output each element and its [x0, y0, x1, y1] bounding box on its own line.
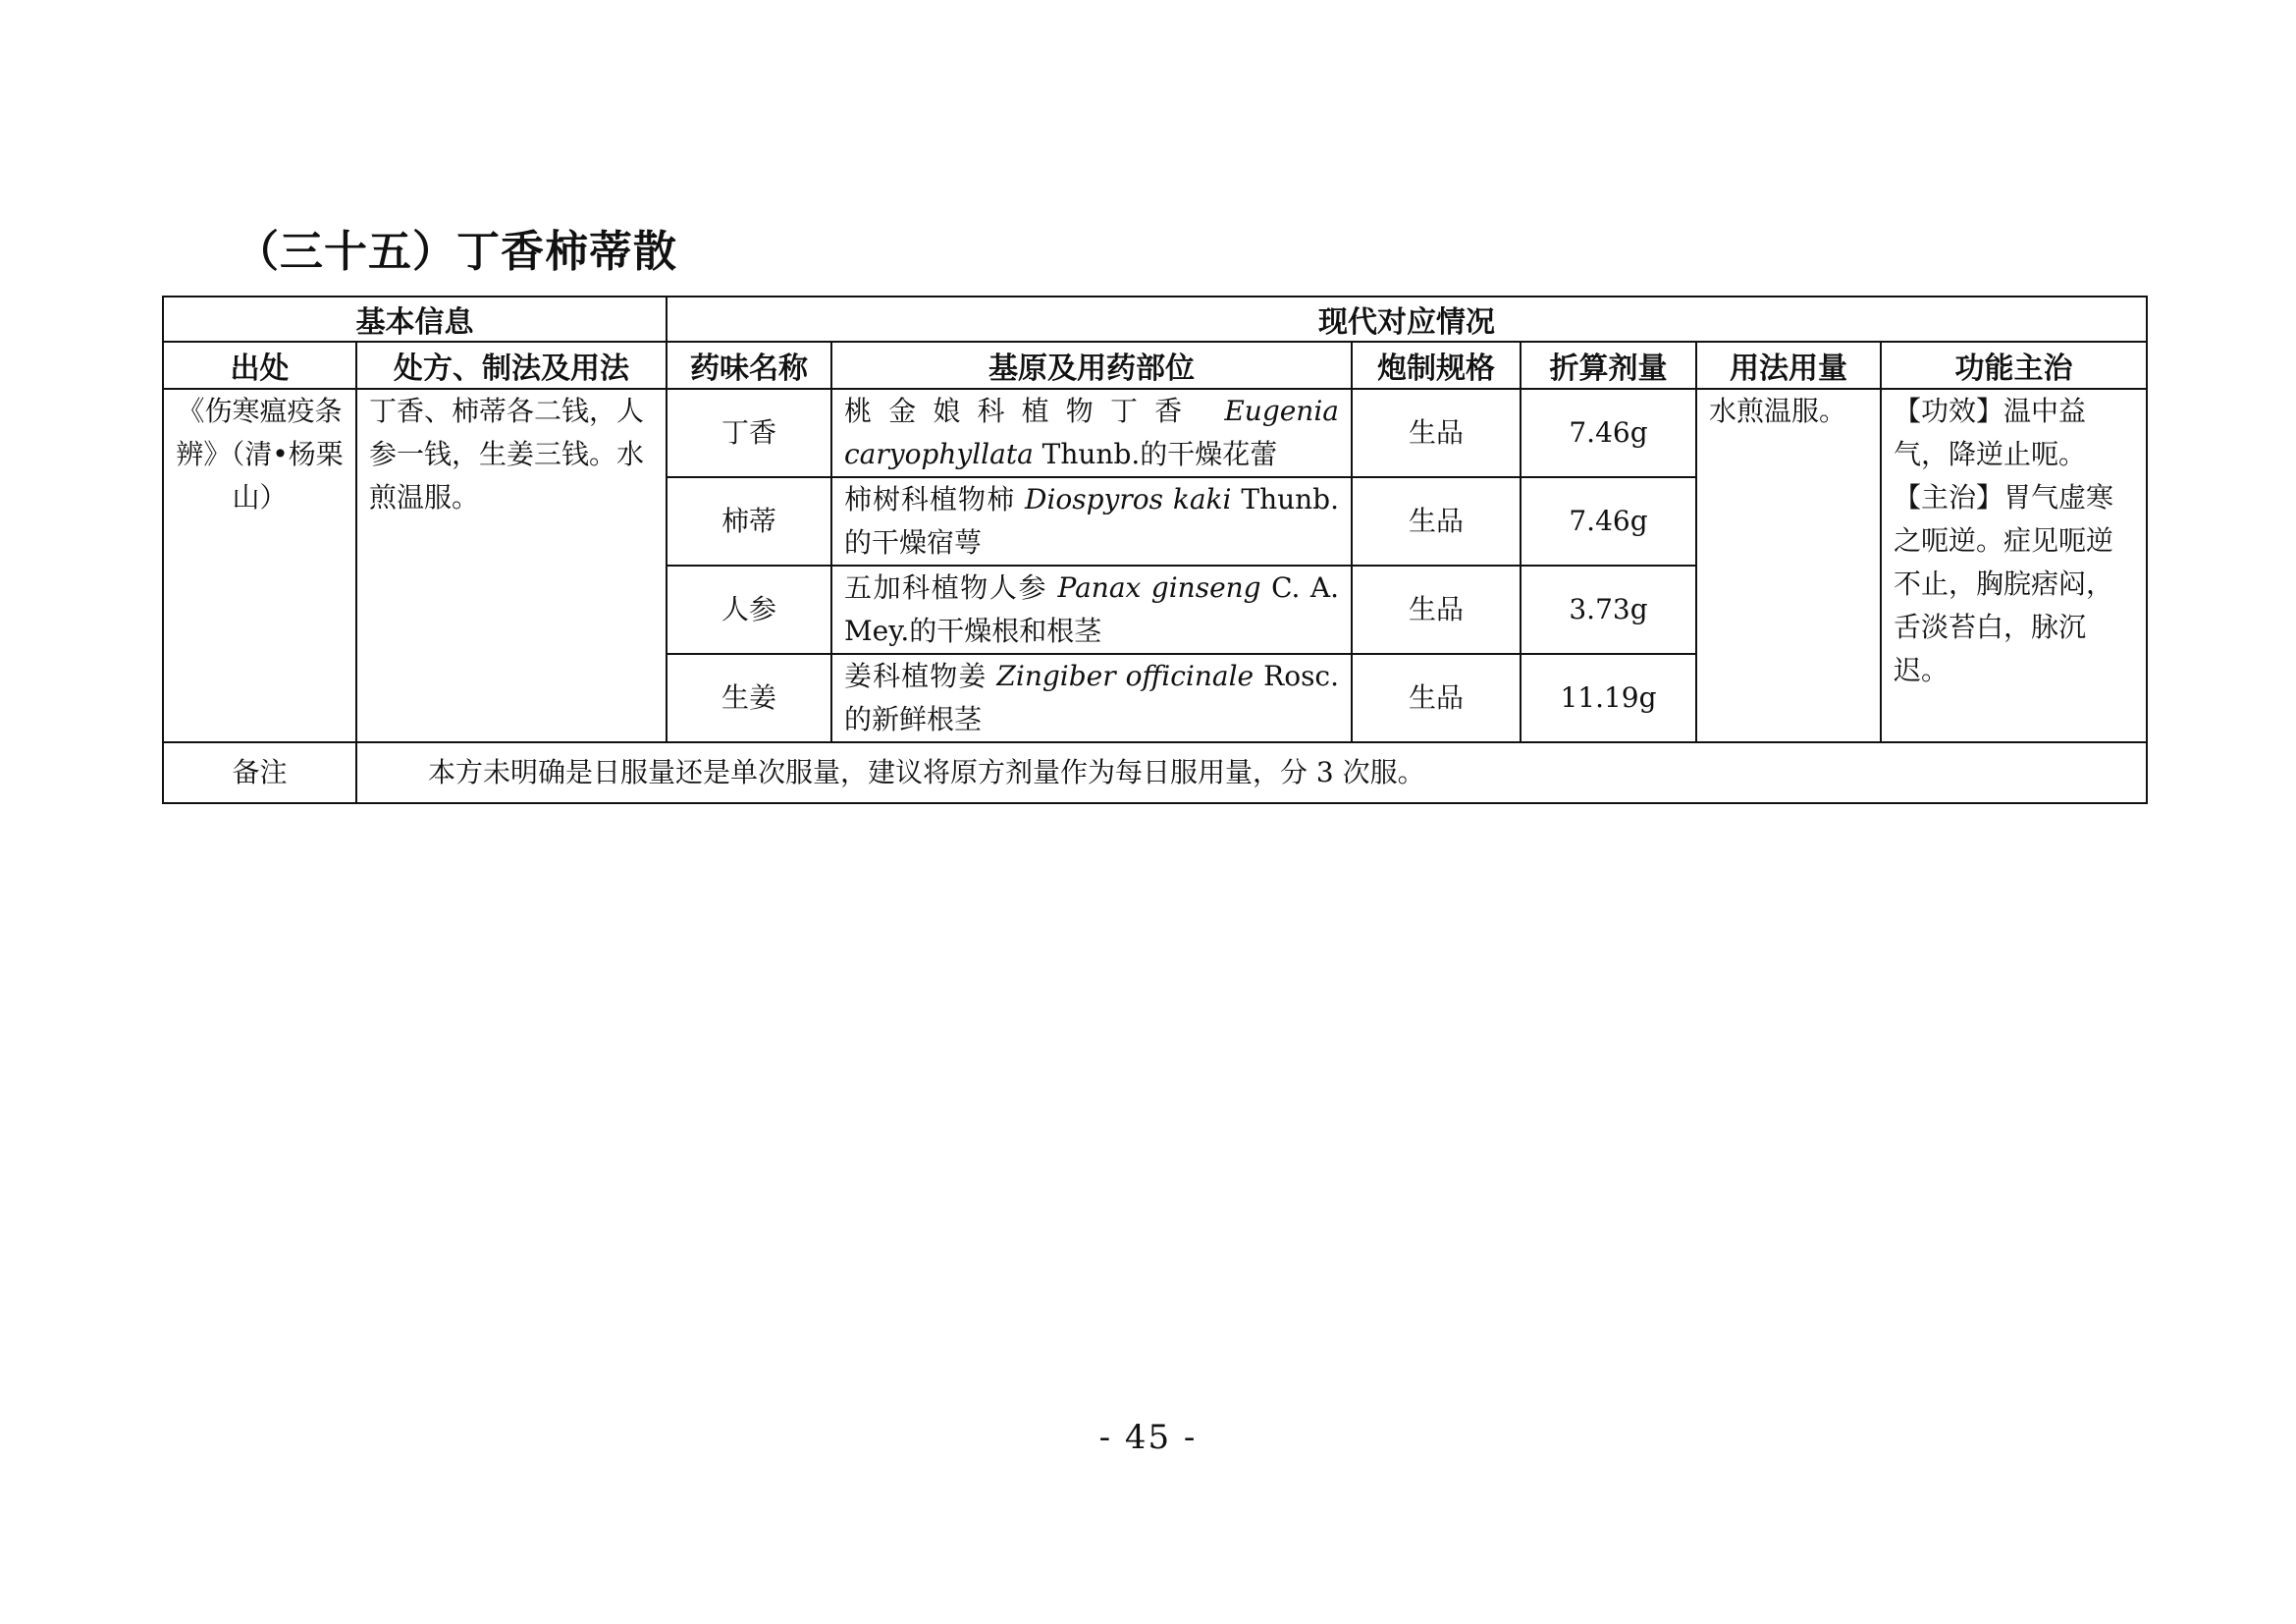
origin-cell: 柿树科植物柿 Diospyros kaki Thunb.的干燥宿萼 — [831, 477, 1352, 566]
origin-cell: 姜科植物姜 Zingiber officinale Rosc.的新鲜根茎 — [831, 654, 1352, 742]
processing-cell: 生品 — [1352, 654, 1521, 742]
herb-cell: 生姜 — [667, 654, 831, 742]
usage-cell: 水煎温服。 — [1696, 389, 1881, 742]
processing-cell: 生品 — [1352, 477, 1521, 566]
header-source: 出处 — [163, 342, 356, 389]
origin-cell: 五加科植物人参 Panax ginseng C. A. Mey.的干燥根和根茎 — [831, 566, 1352, 654]
group-header-row — [163, 297, 2147, 342]
header-herb: 药味名称 — [667, 342, 831, 389]
dose-cell: 11.19g — [1521, 654, 1696, 742]
note-label: 备注 — [163, 742, 356, 803]
processing-cell: 生品 — [1352, 389, 1521, 477]
note-row — [163, 742, 2147, 803]
herb-cell: 人参 — [667, 566, 831, 654]
header-usage: 用法用量 — [1696, 342, 1881, 389]
dose-cell: 7.46g — [1521, 477, 1696, 566]
function-cell — [1881, 389, 2147, 742]
header-processing: 炮制规格 — [1352, 342, 1521, 389]
header-dose: 折算剂量 — [1521, 342, 1696, 389]
herb-cell: 丁香 — [667, 389, 831, 477]
prescription-cell: 丁香、柿蒂各二钱，人参一钱，生姜三钱。水煎温服。 — [356, 389, 667, 742]
source-cell: 《伤寒瘟疫条辨》（清•杨栗山） — [163, 389, 356, 742]
processing-cell: 生品 — [1352, 566, 1521, 654]
page-number: - 45 - — [1098, 1418, 1198, 1457]
function-indication: 【主治】胃气虚寒之呃逆。症见呃逆不止，胸脘痞闷，舌淡苔白，脉沉迟。 — [1894, 481, 2114, 686]
origin-cell: 桃金娘科植物丁香 Eugenia caryophyllata Thunb.的干燥花蕾 — [831, 389, 1352, 477]
dose-cell: 7.46g — [1521, 389, 1696, 477]
function-efficacy: 【功效】温中益气，降逆止呃。 — [1894, 395, 2087, 470]
prescription-table — [162, 296, 2148, 804]
herb-cell: 柿蒂 — [667, 477, 831, 566]
section-title: （三十五）丁香柿蒂散 — [236, 227, 677, 277]
header-function: 功能主治 — [1881, 342, 2147, 389]
column-header-row — [163, 342, 2147, 389]
header-origin: 基原及用药部位 — [831, 342, 1352, 389]
header-prescription: 处方、制法及用法 — [356, 342, 667, 389]
note-text: 本方未明确是日服量还是单次服量，建议将原方剂量作为每日服用量，分 3 次服。 — [356, 742, 2147, 803]
group-basic-info: 基本信息 — [163, 297, 667, 342]
group-modern-correspondence: 现代对应情况 — [667, 297, 2147, 342]
table-row — [163, 389, 2147, 477]
dose-cell: 3.73g — [1521, 566, 1696, 654]
